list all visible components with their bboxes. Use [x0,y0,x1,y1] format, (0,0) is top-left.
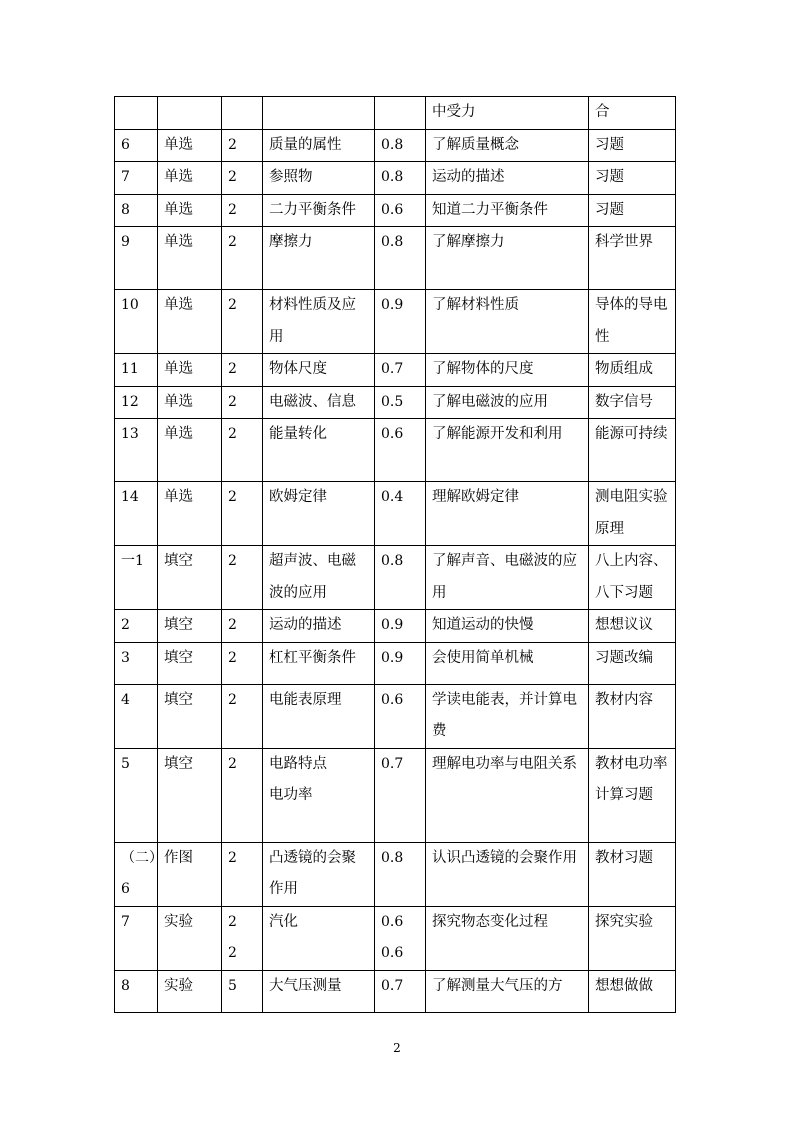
objective-cell: 学读电能表，并计算电费 [426,684,589,748]
score-cell: 2 [222,354,263,387]
objective-cell: 理解电功率与电阻关系 [426,748,589,842]
source-cell: 想想议议 [589,610,676,643]
source-cell: 教材内容 [589,684,676,748]
source-cell: 习题 [589,162,676,195]
table-row [115,748,676,842]
objective-cell: 了解声音、电磁波的应用 [426,546,589,610]
question-type-cell: 填空 [158,684,222,748]
question-type-cell: 填空 [158,642,222,684]
knowledge-point-cell: 杠杠平衡条件 [263,642,375,684]
objective-cell: 理解欧姆定律 [426,482,589,546]
knowledge-point-cell: 能量转化 [263,419,375,482]
difficulty-cell: 0.8 [375,129,426,162]
difficulty-cell: 0.8 [375,227,426,290]
objective-cell: 探究物态变化过程 [426,906,589,970]
objective-cell: 知道运动的快慢 [426,610,589,643]
score-cell: 2 [222,386,263,419]
objective-cell: 了解能源开发和利用 [426,419,589,482]
table-row [115,970,676,1012]
source-cell: 数字信号 [589,386,676,419]
knowledge-point-cell: 汽化 [263,906,375,970]
question-type-cell [158,97,222,130]
difficulty-cell [375,97,426,130]
exam-spec-table [114,96,676,1013]
objective-cell: 了解物体的尺度 [426,354,589,387]
objective-cell: 了解材料性质 [426,290,589,354]
question-no-cell: （二）6 [115,842,158,906]
difficulty-cell: 0.6 [375,194,426,227]
page-number: 2 [393,1041,401,1055]
table-row [115,227,676,290]
question-type-cell: 单选 [158,354,222,387]
question-no-cell: 4 [115,684,158,748]
score-cell: 2 [222,194,263,227]
objective-cell: 会使用简单机械 [426,642,589,684]
question-type-cell: 填空 [158,748,222,842]
table-row [115,419,676,482]
source-cell: 想想做做 [589,970,676,1012]
knowledge-point-cell: 电能表原理 [263,684,375,748]
question-type-cell: 单选 [158,162,222,195]
source-cell: 合 [589,97,676,130]
question-no-cell: 6 [115,129,158,162]
table-row [115,684,676,748]
knowledge-point-cell [263,97,375,130]
knowledge-point-cell: 质量的属性 [263,129,375,162]
source-cell: 能源可持续 [589,419,676,482]
question-no-cell: 11 [115,354,158,387]
table-row [115,162,676,195]
objective-cell: 了解摩擦力 [426,227,589,290]
difficulty-cell: 0.9 [375,290,426,354]
table-row [115,642,676,684]
question-no-cell: 7 [115,906,158,970]
table-row [115,194,676,227]
difficulty-cell: 0.7 [375,970,426,1012]
objective-cell: 了解质量概念 [426,129,589,162]
difficulty-cell: 0.6 [375,419,426,482]
difficulty-cell: 0.6 0.6 [375,906,426,970]
source-cell: 导体的导电性 [589,290,676,354]
objective-cell: 运动的描述 [426,162,589,195]
difficulty-cell: 0.9 [375,610,426,643]
difficulty-cell: 0.7 [375,354,426,387]
question-type-cell: 作图 [158,842,222,906]
question-no-cell: 14 [115,482,158,546]
score-cell: 5 [222,970,263,1012]
score-cell [222,97,263,130]
knowledge-point-cell: 参照物 [263,162,375,195]
question-no-cell: 2 [115,610,158,643]
source-cell: 测电阻实验原理 [589,482,676,546]
question-no-cell: 12 [115,386,158,419]
score-cell: 2 [222,419,263,482]
source-cell: 习题 [589,194,676,227]
question-type-cell: 单选 [158,419,222,482]
question-no-cell: 13 [115,419,158,482]
score-cell: 2 [222,290,263,354]
knowledge-point-cell: 凸透镜的会聚作用 [263,842,375,906]
objective-cell: 了解电磁波的应用 [426,386,589,419]
question-type-cell: 单选 [158,194,222,227]
score-cell: 2 [222,227,263,290]
question-no-cell: 8 [115,194,158,227]
question-type-cell: 单选 [158,386,222,419]
score-cell: 2 [222,842,263,906]
difficulty-cell: 0.6 [375,684,426,748]
score-cell: 2 [222,642,263,684]
table-row [115,842,676,906]
knowledge-point-cell: 大气压测量 [263,970,375,1012]
objective-cell: 中受力 [426,97,589,130]
question-no-cell: 5 [115,748,158,842]
knowledge-point-cell: 物体尺度 [263,354,375,387]
question-type-cell: 单选 [158,129,222,162]
question-type-cell: 填空 [158,546,222,610]
question-no-cell: 10 [115,290,158,354]
table-row [115,482,676,546]
source-cell: 科学世界 [589,227,676,290]
question-no-cell [115,97,158,130]
knowledge-point-cell: 材料性质及应用 [263,290,375,354]
score-cell: 2 [222,684,263,748]
question-type-cell: 实验 [158,906,222,970]
table-row [115,354,676,387]
score-cell: 2 [222,129,263,162]
difficulty-cell: 0.9 [375,642,426,684]
score-cell: 2 [222,546,263,610]
score-cell: 2 [222,748,263,842]
knowledge-point-cell: 超声波、电磁波的应用 [263,546,375,610]
difficulty-cell: 0.4 [375,482,426,546]
question-no-cell: 一1 [115,546,158,610]
table-row [115,129,676,162]
knowledge-point-cell: 电磁波、信息 [263,386,375,419]
knowledge-point-cell: 欧姆定律 [263,482,375,546]
objective-cell: 了解测量大气压的方 [426,970,589,1012]
difficulty-cell: 0.8 [375,842,426,906]
table-row [115,290,676,354]
question-type-cell: 填空 [158,610,222,643]
question-no-cell: 3 [115,642,158,684]
difficulty-cell: 0.8 [375,546,426,610]
knowledge-point-cell: 电路特点 电功率 [263,748,375,842]
source-cell: 探究实验 [589,906,676,970]
score-cell: 2 2 [222,906,263,970]
knowledge-point-cell: 运动的描述 [263,610,375,643]
question-type-cell: 实验 [158,970,222,1012]
question-type-cell: 单选 [158,227,222,290]
source-cell: 教材习题 [589,842,676,906]
knowledge-point-cell: 摩擦力 [263,227,375,290]
score-cell: 2 [222,482,263,546]
table-row [115,906,676,970]
score-cell: 2 [222,610,263,643]
score-cell: 2 [222,162,263,195]
objective-cell: 知道二力平衡条件 [426,194,589,227]
question-no-cell: 7 [115,162,158,195]
table-row [115,546,676,610]
question-no-cell: 9 [115,227,158,290]
source-cell: 习题 [589,129,676,162]
source-cell: 八上内容、八下习题 [589,546,676,610]
source-cell: 教材电功率计算习题 [589,748,676,842]
source-cell: 物质组成 [589,354,676,387]
knowledge-point-cell: 二力平衡条件 [263,194,375,227]
difficulty-cell: 0.8 [375,162,426,195]
source-cell: 习题改编 [589,642,676,684]
question-type-cell: 单选 [158,482,222,546]
objective-cell: 认识凸透镜的会聚作用 [426,842,589,906]
difficulty-cell: 0.7 [375,748,426,842]
question-no-cell: 8 [115,970,158,1012]
table-row [115,386,676,419]
table-row [115,97,676,130]
difficulty-cell: 0.5 [375,386,426,419]
question-type-cell: 单选 [158,290,222,354]
table-row [115,610,676,643]
